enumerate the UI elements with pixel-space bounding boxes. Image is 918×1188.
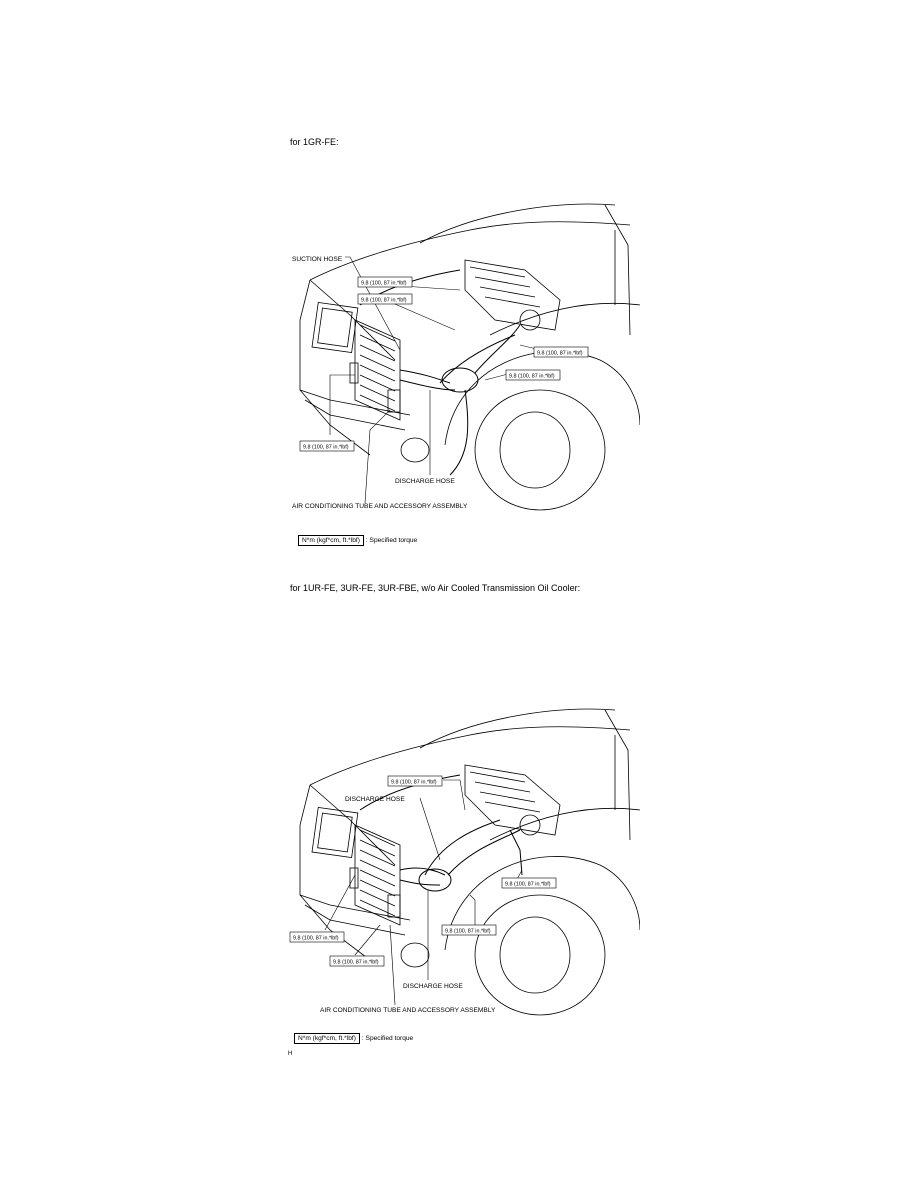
torque-callout-5 bbox=[300, 441, 354, 451]
hoses bbox=[360, 775, 522, 891]
discharge-hose-bottom-label: DISCHARGE HOSE bbox=[403, 983, 463, 990]
torque-callout-1 bbox=[358, 277, 412, 287]
ac-tube-label: AIR CONDITIONING TUBE AND ACCESSORY ASSEMBLY bbox=[320, 1007, 496, 1014]
section2-diagram bbox=[270, 680, 640, 1020]
section2-illustration bbox=[270, 680, 640, 1020]
legend-key: N*m (kgf*cm, ft.*lbf) bbox=[294, 1033, 360, 1044]
legend-desc: : Specified torque bbox=[365, 537, 418, 544]
torque-text: 9.8 (100, 87 in.*lbf) bbox=[293, 935, 339, 942]
section1-illustration bbox=[270, 185, 640, 515]
vehicle-outline bbox=[300, 709, 640, 1015]
section1-heading: for 1GR-FE: bbox=[290, 137, 339, 147]
discharge-hose-label: DISCHARGE HOSE bbox=[395, 478, 455, 485]
legend-key: N*m (kgf*cm, ft.*lbf) bbox=[298, 535, 364, 546]
section1-legend bbox=[298, 535, 417, 546]
vehicle-outline bbox=[300, 204, 640, 510]
torque-text: 9.8 (100, 87 in.*lbf) bbox=[361, 280, 407, 287]
section1-diagram bbox=[270, 185, 640, 515]
torque-text: 9.8 (100, 87 in.*lbf) bbox=[333, 959, 379, 966]
torque-callout-2 bbox=[358, 294, 412, 304]
torque-text: 9.8 (100, 87 in.*lbf) bbox=[505, 881, 551, 888]
torque-callout-1 bbox=[388, 776, 442, 786]
torque-callout-5 bbox=[330, 956, 384, 966]
section2-legend bbox=[294, 1033, 413, 1044]
hvac-unit bbox=[465, 260, 560, 330]
ac-tube-label: AIR CONDITIONING TUBE AND ACCESSORY ASSEMBLY bbox=[292, 503, 468, 510]
torque-text: 9.8 (100, 87 in.*lbf) bbox=[391, 779, 437, 786]
legend-desc: : Specified torque bbox=[361, 1035, 414, 1042]
torque-callout-3 bbox=[534, 347, 588, 357]
torque-text: 9.8 (100, 87 in.*lbf) bbox=[361, 297, 407, 304]
hvac-unit bbox=[465, 765, 560, 835]
discharge-hose-top-label: DISCHARGE HOSE bbox=[345, 796, 405, 803]
torque-callout-2 bbox=[502, 878, 556, 888]
torque-callout-4 bbox=[290, 932, 344, 942]
torque-text: 9.8 (100, 87 in.*lbf) bbox=[509, 373, 555, 380]
torque-callout-3 bbox=[442, 925, 496, 935]
torque-text: 9.8 (100, 87 in.*lbf) bbox=[303, 444, 349, 451]
leader-lines bbox=[325, 780, 522, 1005]
torque-callout-4 bbox=[506, 370, 560, 380]
suction-hose-label: SUCTION HOSE bbox=[292, 256, 343, 263]
section2-heading: for 1UR-FE, 3UR-FE, 3UR-FBE, w/o Air Cooled Transmission Oil Cooler: bbox=[290, 583, 581, 593]
torque-text: 9.8 (100, 87 in.*lbf) bbox=[445, 928, 491, 935]
page-mark: H bbox=[288, 1051, 293, 1057]
torque-text: 9.8 (100, 87 in.*lbf) bbox=[537, 350, 583, 357]
